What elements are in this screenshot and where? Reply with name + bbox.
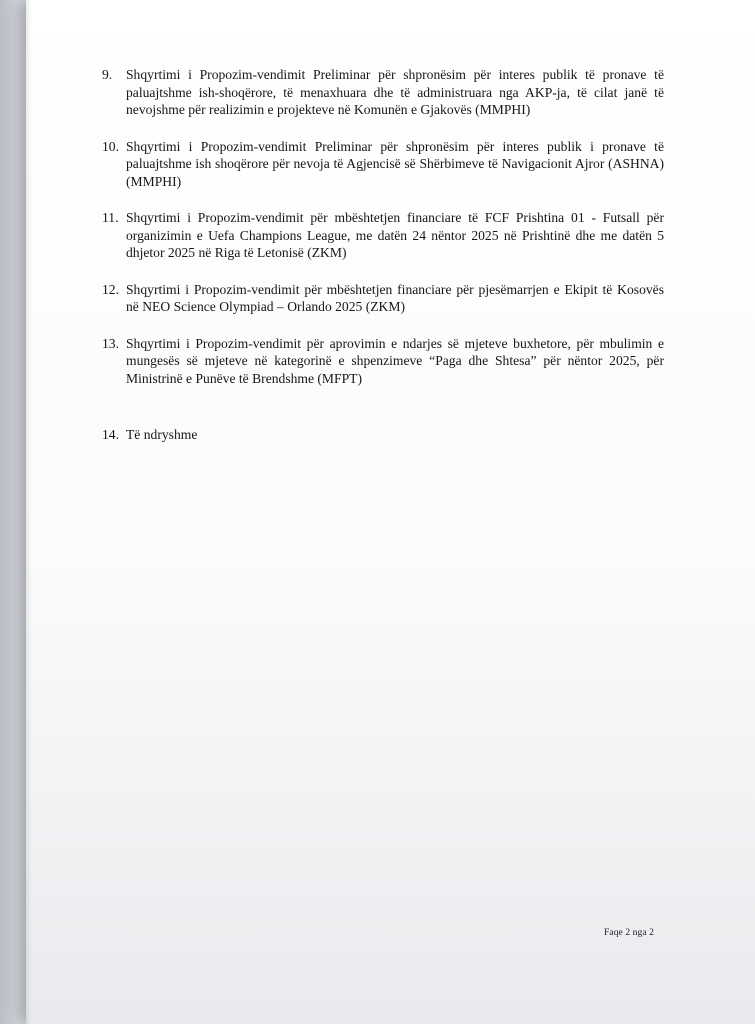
document-page (26, 0, 755, 1024)
agenda-item-text: Shqyrtimi i Propozim-vendimit për mbështetjen financiare të FCF Prishtina 01 - Futsall për organizimin e Uefa Champions League, me datën 24 nëntor 2025 në Prishtinë dhe me datën 5 dhjetor 2025 në Riga të Letonisë (ZKM) (126, 210, 664, 260)
agenda-item-text: Shqyrtimi i Propozim-vendimit Preliminar për shpronësim për interes publik i pronave të paluajtshme ish shoqërore për nevoja të Agjencisë së Shërbimeve të Navigacionit Ajror (ASHNA) (MMPHI) (126, 138, 664, 189)
page-number-footer: Faqe 2 nga 2 (604, 928, 655, 938)
agenda-item-14 (102, 426, 664, 444)
agenda-item-text: Shqyrtimi i Propozim-vendimit Preliminar për shpronësim për interes publik të pronave të paluajtshme ish-shoqërore, të menaxhuara dhe të administruara nga AKP-ja, të cilat janë të nevojshme për realizimin e projekteve në Komunën e Gjakovës (MMPHI) (126, 67, 664, 117)
agenda-item-12 (102, 281, 664, 316)
agenda-item-9 (102, 66, 664, 119)
agenda-item-number: 12. (102, 281, 119, 297)
agenda-item-text: Shqyrtimi i Propozim-vendimit për mbështetjen financiare për pjesëmarrjen e Ekipit të Kosovës në NEO Science Olympiad – Orlando 2025 (ZKM) (126, 281, 664, 314)
agenda-list (102, 66, 664, 444)
agenda-item-number: 13. (102, 335, 119, 351)
agenda-item-11 (102, 209, 664, 262)
agenda-item-10 (102, 138, 664, 191)
agenda-item-text: Të ndryshme (126, 427, 198, 442)
agenda-item-number: 11. (102, 210, 119, 225)
agenda-item-text: Shqyrtimi i Propozim-vendimit për aprovimin e ndarjes së mjeteve buxhetore, për mbulimin e mungesës së mjeteve në kategorinë e shpenzimeve “Paga dhe Shtesa” për nëntor 2025, për Ministrinë e Punëve të Brendshme (MFPT) (126, 335, 664, 386)
agenda-item-number: 14. (102, 427, 119, 442)
agenda-item-number: 9. (102, 67, 113, 82)
agenda-item-number: 10. (102, 138, 119, 154)
agenda-item-13 (102, 335, 664, 388)
page-shadow-edge (26, 0, 32, 1024)
